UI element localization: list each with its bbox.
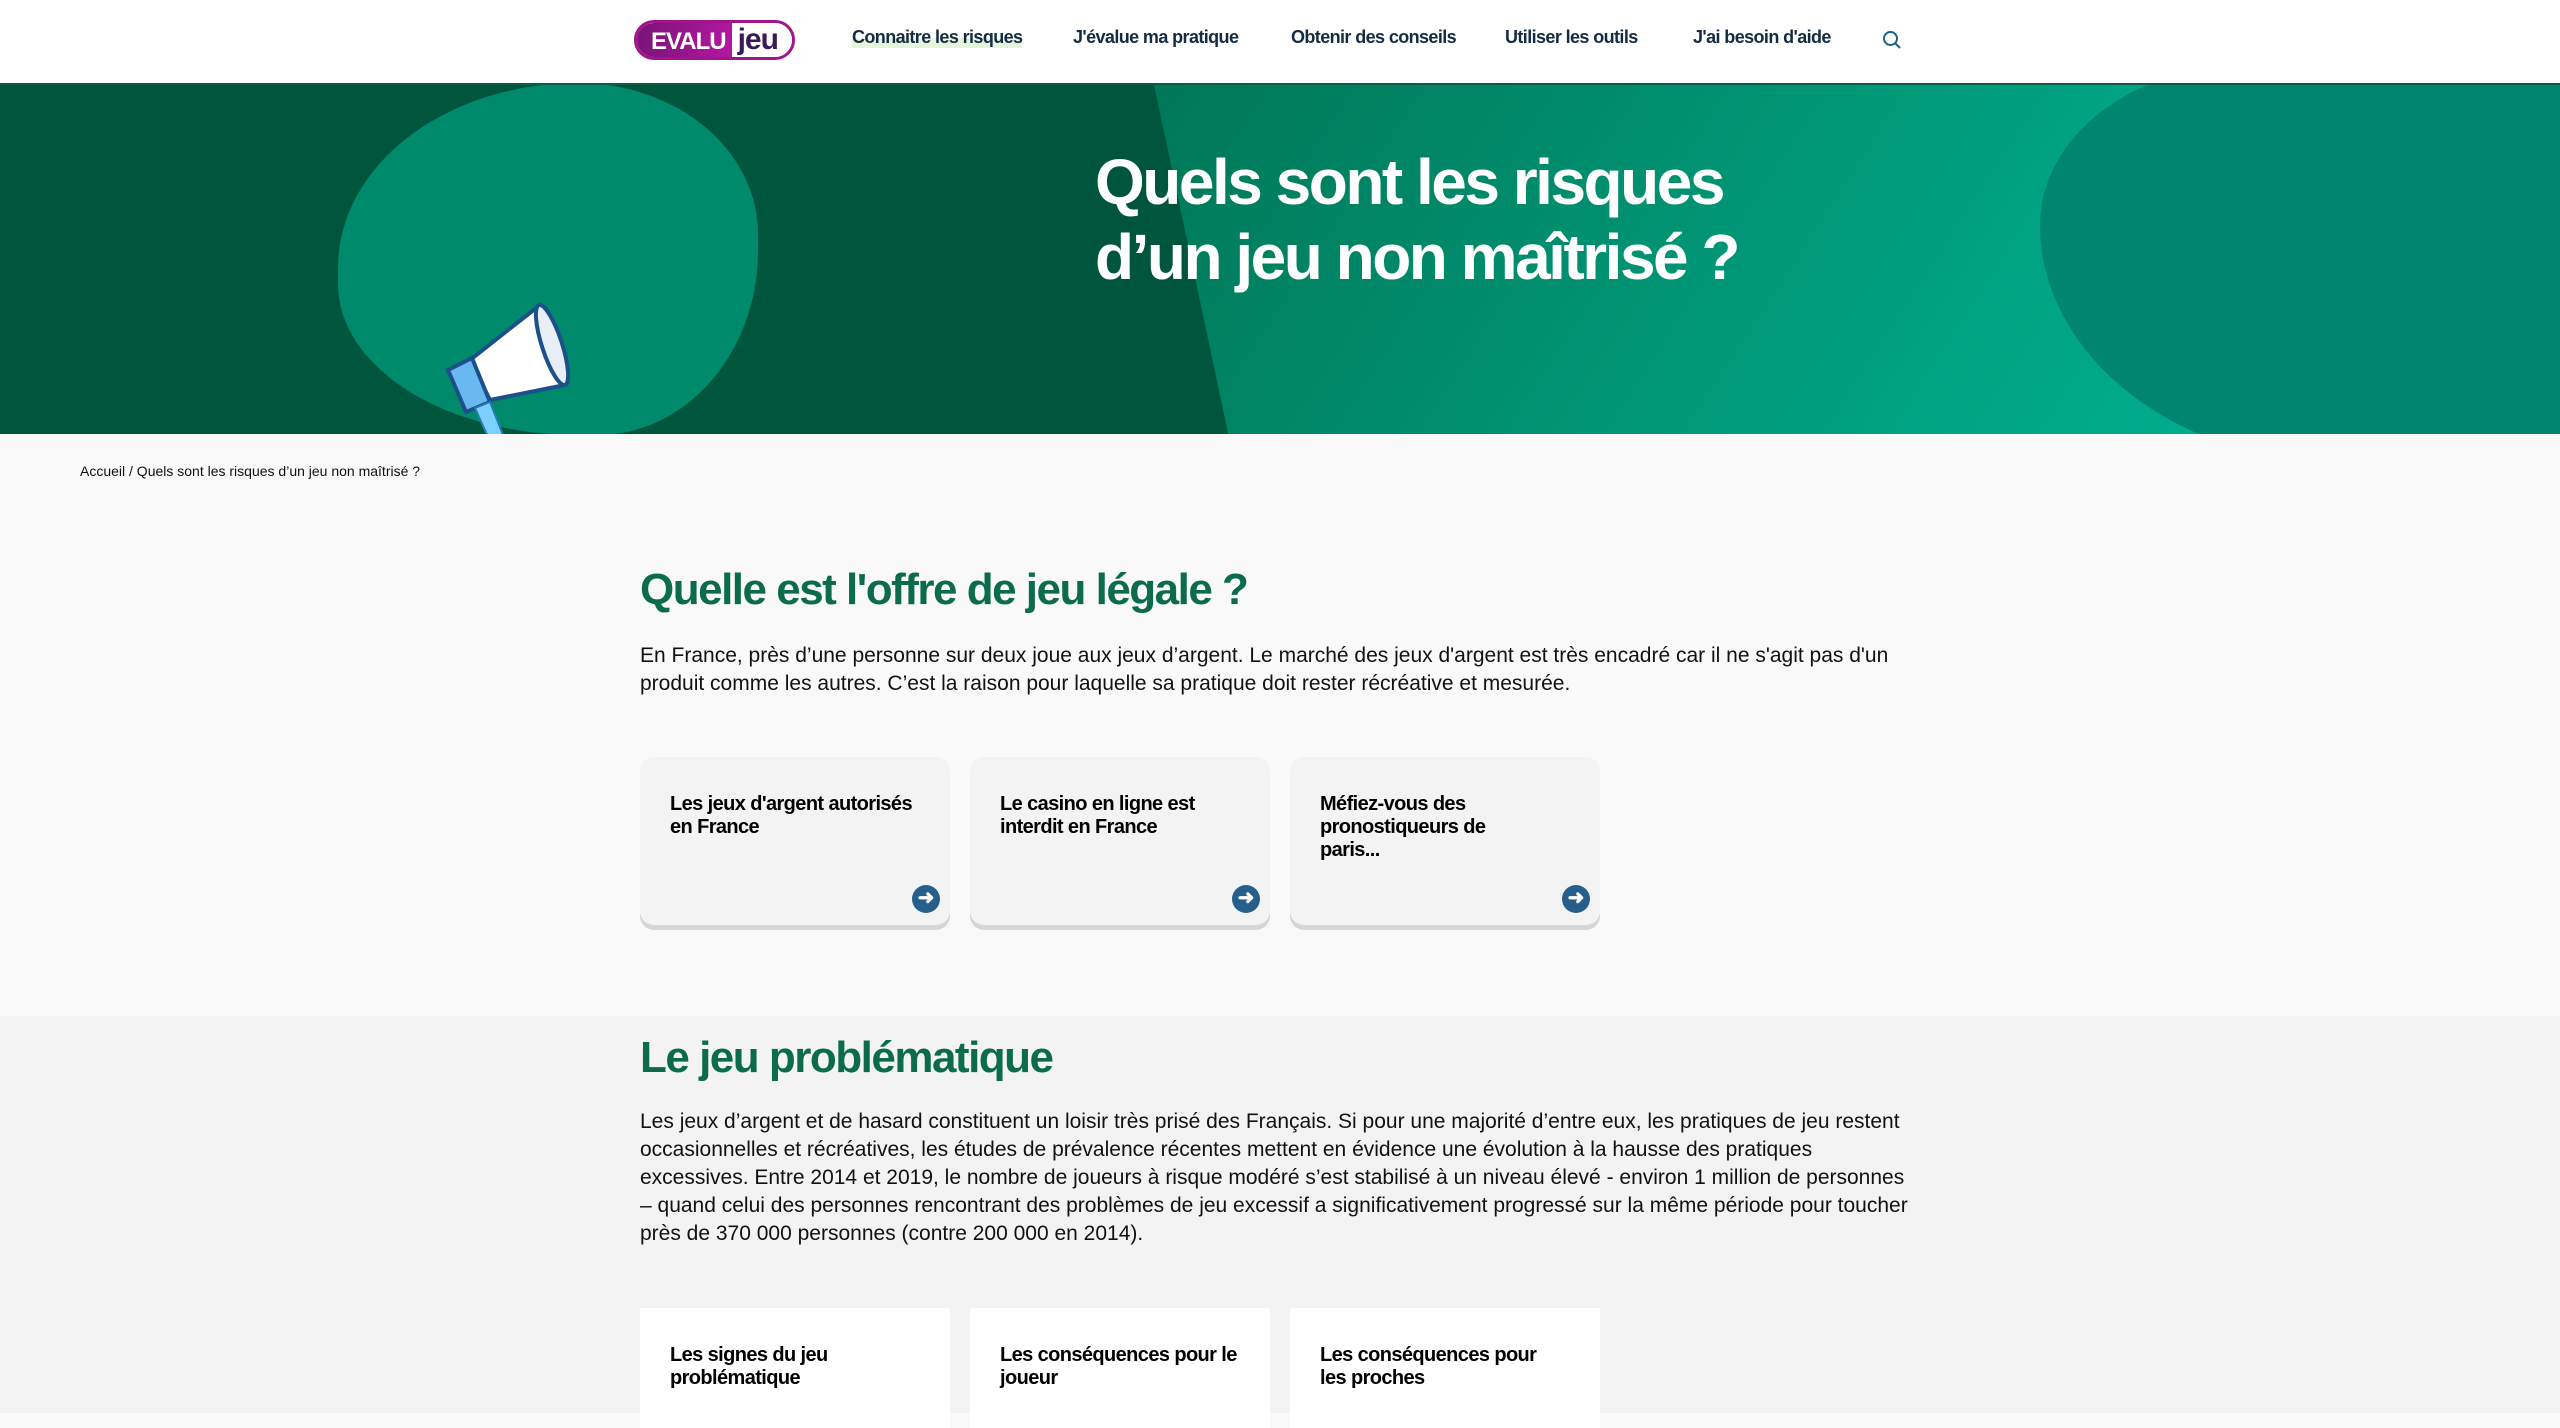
card-link[interactable] bbox=[1290, 1308, 1600, 1428]
card-title: Les signes du jeu problématique bbox=[670, 1344, 828, 1389]
nav-besoin-aide[interactable]: J'ai besoin d'aide bbox=[1693, 27, 1831, 47]
card-link[interactable] bbox=[640, 757, 950, 925]
arrow-right-icon: ➜ bbox=[1562, 885, 1590, 913]
arrow-right-icon: ➜ bbox=[1232, 885, 1260, 913]
card-link[interactable] bbox=[640, 1308, 950, 1428]
nav-evalue-pratique[interactable]: J'évalue ma pratique bbox=[1073, 27, 1239, 47]
card-title: Méfiez-vous des pronostiqueurs de paris... bbox=[1320, 793, 1486, 861]
hero-decoration bbox=[2040, 85, 2560, 434]
search-icon[interactable] bbox=[1882, 30, 1902, 50]
nav-connaitre-risques[interactable]: Connaitre les risques bbox=[852, 27, 1023, 47]
logo-part1: EVALU bbox=[637, 23, 732, 57]
section-text: En France, près d’une personne sur deux joue aux jeux d’argent. Le marché des jeux d'argent est très encadré car il ne s'agit pas d'un produit comme les autres. C’est la raison pour laquelle sa pratique doit rester récréative et mesurée. bbox=[640, 644, 1889, 695]
card-link[interactable] bbox=[970, 757, 1270, 925]
site-header bbox=[0, 0, 2560, 85]
section-title: Quelle est l'offre de jeu légale ? bbox=[640, 565, 1248, 614]
section-text: Les jeux d’argent et de hasard constituent un loisir très prisé des Français. Si pour une majorité d’entre eux, les pratiques de jeu restent occasionnelles et récréatives, les études de prévalence récentes mettent en évidence une évolution à la hausse des pratiques excessives. Entre 2014 et 2019, le nombre de joueurs à risque modéré s’est stabilisé à un niveau élevé - environ 1 million de personnes – quand celui des personnes rencontrant des problèmes de jeu excessif a significativement progressé sur la même période pour toucher près de 370 000 personnes (contre 200 000 en 2014). bbox=[640, 1110, 1908, 1245]
hero-banner bbox=[0, 85, 2560, 434]
nav-utiliser-outils[interactable]: Utiliser les outils bbox=[1505, 27, 1638, 47]
card-title: Le casino en ligne est interdit en France bbox=[1000, 793, 1195, 838]
card-link[interactable] bbox=[1290, 757, 1600, 925]
page-title: Quels sont les risques d’un jeu non maîtrisé ? bbox=[1095, 146, 1738, 293]
megaphone-icon bbox=[430, 290, 580, 434]
logo-part2: jeu bbox=[732, 23, 792, 57]
arrow-right-icon: ➜ bbox=[912, 885, 940, 913]
card-title: Les conséquences pour les proches bbox=[1320, 1344, 1537, 1389]
logo[interactable] bbox=[634, 20, 795, 60]
breadcrumb[interactable]: Accueil / Quels sont les risques d’un jeu non maîtrisé ? bbox=[80, 463, 421, 479]
card-title: Les jeux d'argent autorisés en France bbox=[670, 793, 912, 838]
card-link[interactable] bbox=[970, 1308, 1270, 1428]
card-title: Les conséquences pour le joueur bbox=[1000, 1344, 1237, 1389]
nav-obtenir-conseils[interactable]: Obtenir des conseils bbox=[1291, 27, 1457, 47]
section-title: Le jeu problématique bbox=[640, 1033, 1053, 1082]
